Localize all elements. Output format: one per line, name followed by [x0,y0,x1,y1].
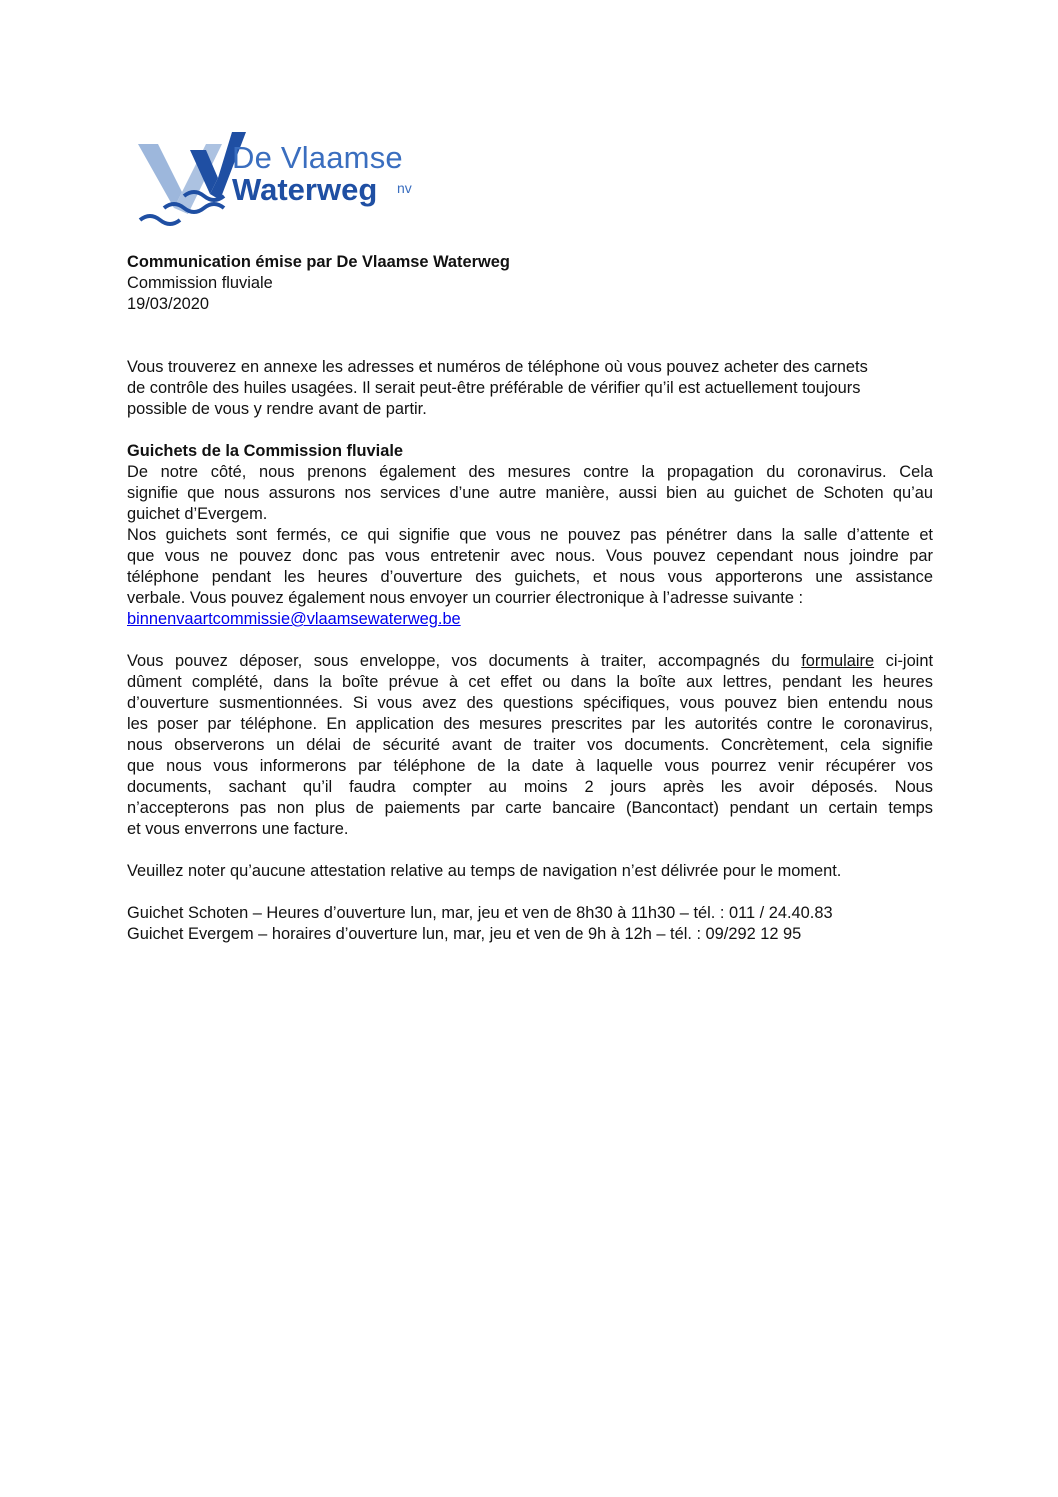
text-line: De notre côté, nous prenons également des mesures contre la propagation du coronavirus. Cela [127,463,933,481]
text-line: dûment complété, dans la boîte prévue à cet effet ou dans la boîte aux lettres, pendant les heures [127,673,933,691]
text-line: que nous vous informerons par téléphone de la date à laquelle vous pourrez venir récupérer vos [127,757,933,775]
text-line: d’ouverture susmentionnées. Si vous avez des questions spécifiques, vous pouvez bien entendu nous [127,694,933,712]
section-paragraph-1 [127,462,933,525]
logo-suffix: nv [397,180,412,196]
logo-text-line1: De Vlaamse [232,140,403,175]
document-date: 19/03/2020 [127,295,210,313]
section-paragraph-2 [127,525,933,630]
text-line: documents, sachant qu’il faudra compter au moins 2 jours après les avoir déposés. Nous [127,778,933,796]
text-line: de contrôle des huiles usagées. Il serait peut-être préférable de vérifier qu’il est actuellement toujours [127,379,861,397]
text-line: Nos guichets sont fermés, ce qui signifie que vous ne pouvez pas pénétrer dans la salle d’attente et [127,526,933,544]
text-line: les poser par téléphone. En application des mesures prescrites par les autorités contre le coronavirus, [127,715,933,733]
document-body [127,252,933,945]
office-schoten: Guichet Schoten – Heures d’ouverture lun, mar, jeu et ven de 8h30 à 11h30 – tél. : 011 / 24.40.83 [127,904,833,922]
text-fragment: ci-joint [874,652,933,670]
logo-text-line2: Waterweg [232,172,378,207]
text-line: Vous trouverez en annexe les adresses et numéros de téléphone où vous pouvez acheter des carnets [127,358,868,376]
text-line: n’accepterons pas non plus de paiements par carte bancaire (Bancontact) pendant un certain temps [127,799,933,817]
text-line: nous observerons un délai de sécurité avant de traiter vos documents. Concrètement, cela signifie [127,736,933,754]
text-line: verbale. Vous pouvez également nous envoyer un courrier électronique à l’adresse suivante : [127,589,804,607]
deposit-paragraph [127,651,933,840]
section-heading: Guichets de la Commission fluviale [127,442,403,460]
document-title: Communication émise par De Vlaamse Waterweg [127,253,510,271]
text-line: possible de vous y rendre avant de partir. [127,400,427,418]
email-link[interactable]: binnenvaartcommissie@vlaamsewaterweg.be [127,610,461,628]
company-logo [136,130,436,230]
intro-paragraph [127,357,933,420]
text-fragment: Vous pouvez déposer, sous enveloppe, vos documents à traiter, accompagnés du [127,652,802,670]
text-line: téléphone pendant les heures d’ouverture des guichets, et nous vous apporterons une assistance [127,568,933,586]
text-line: que vous ne pouvez donc pas vous entretenir avec nous. Vous pouvez cependant nous joindre par [127,547,933,565]
note-paragraph: Veuillez noter qu’aucune attestation relative au temps de navigation n’est délivrée pour le moment. [127,862,842,880]
text-line: et vous enverrons une facture. [127,820,349,838]
office-evergem: Guichet Evergem – horaires d’ouverture lun, mar, jeu et ven de 9h à 12h – tél. : 09/292 12 95 [127,925,802,943]
form-link[interactable]: formulaire [801,652,875,670]
text-line [127,651,933,672]
text-line: guichet d’Evergem. [127,505,268,523]
document-subtitle: Commission fluviale [127,274,273,292]
text-line: signifie que nous assurons nos services d’une autre manière, aussi bien au guichet de Schoten qu’au [127,484,933,502]
